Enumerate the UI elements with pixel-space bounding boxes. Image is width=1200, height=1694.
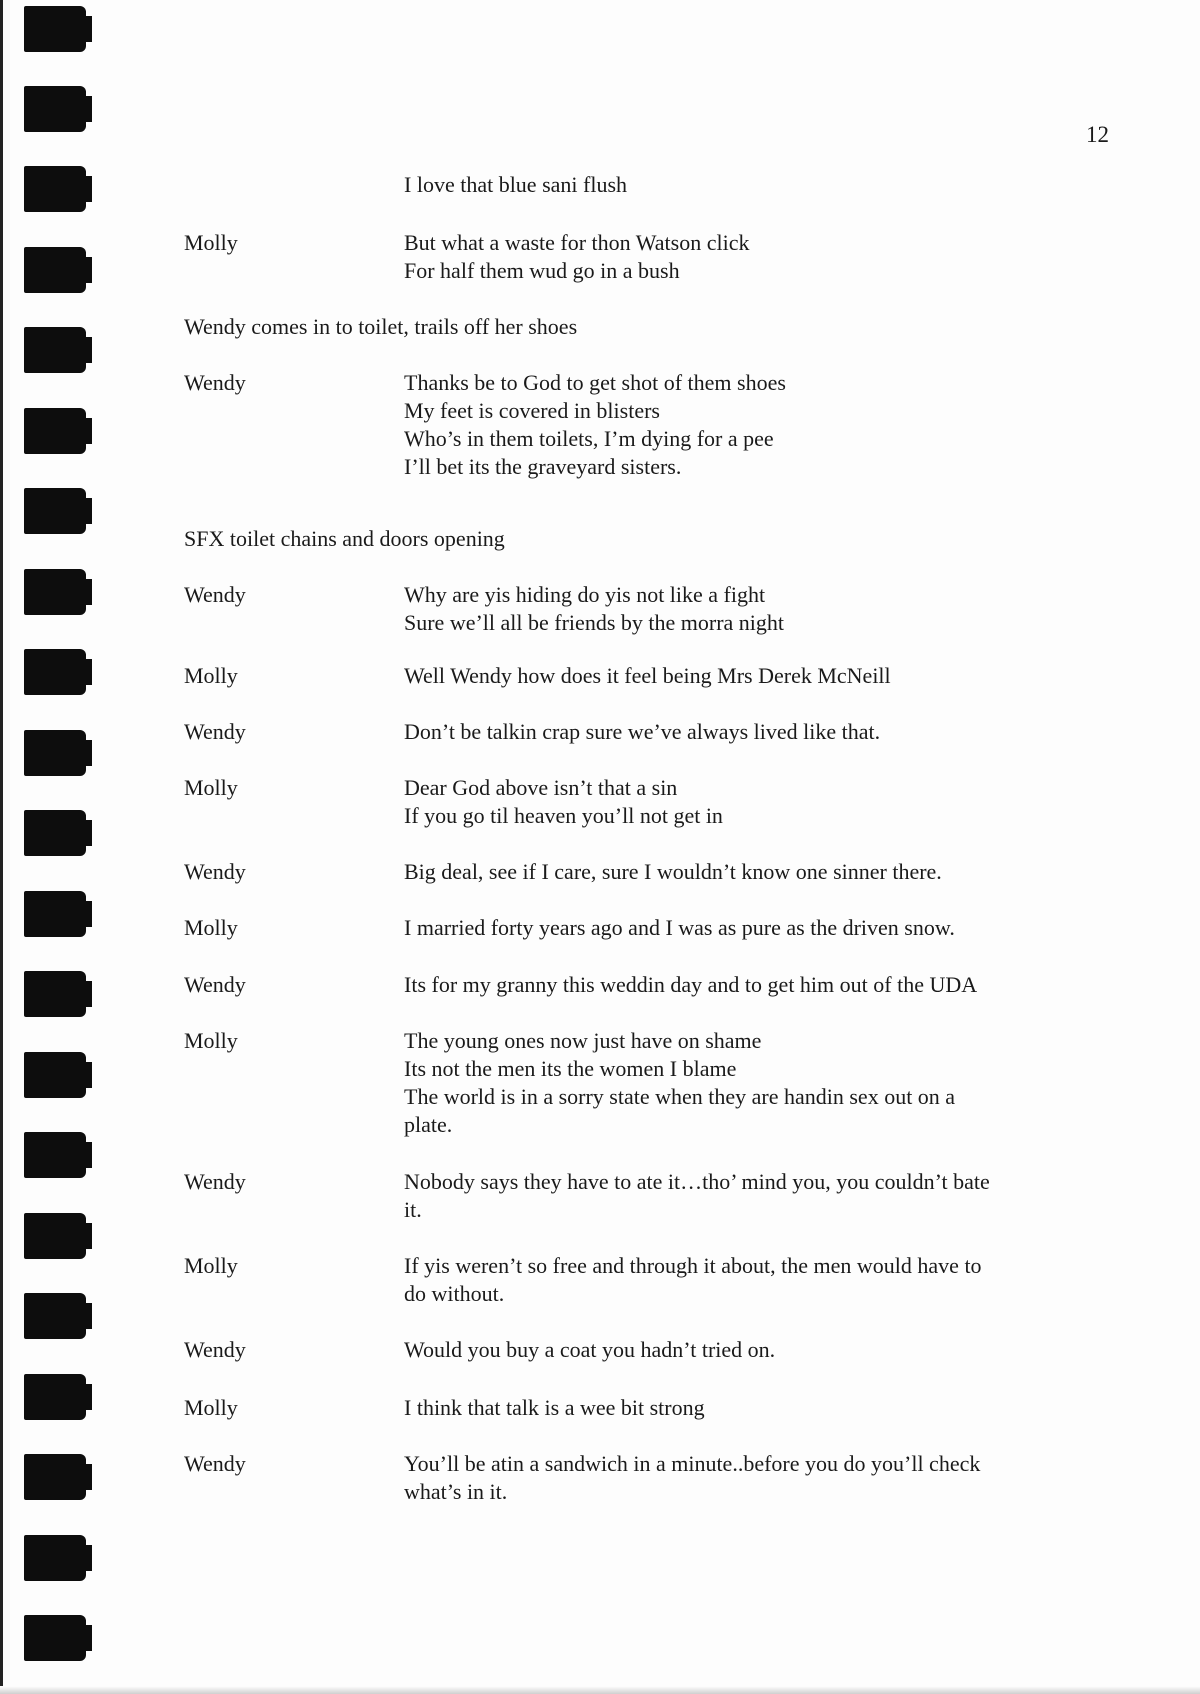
dialogue-line: Why are yis hiding do yis not like a fight [404, 582, 766, 607]
speaker-name: Wendy [184, 1451, 246, 1476]
page-bottom-edge [0, 1686, 1200, 1694]
dialogue-line: For half them wud go in a bush [404, 258, 680, 283]
speaker-name: Wendy [184, 370, 246, 395]
dialogue-line: The world is in a sorry state when they are handin sex out on a [404, 1084, 956, 1109]
speaker-name: Molly [184, 775, 238, 800]
dialogue-line: Well Wendy how does it feel being Mrs Derek McNeill [404, 663, 891, 688]
dialogue-line: I think that talk is a wee bit strong [404, 1395, 705, 1420]
stage-direction: Wendy comes in to toilet, trails off her shoes [184, 314, 578, 339]
dialogue-line: Its not the men its the women I blame [404, 1056, 737, 1081]
speaker-name: Wendy [184, 859, 246, 884]
dialogue-line: Nobody says they have to ate it…tho’ mind you, you couldn’t bate [404, 1169, 990, 1194]
speaker-name: Molly [184, 1253, 238, 1278]
stage-direction: SFX toilet chains and doors opening [184, 526, 505, 551]
dialogue-line: plate. [404, 1112, 453, 1137]
dialogue-line: do without. [404, 1281, 505, 1306]
dialogue-line: Thanks be to God to get shot of them shoes [404, 370, 786, 395]
dialogue-line: My feet is covered in blisters [404, 398, 660, 423]
speaker-name: Molly [184, 663, 238, 688]
dialogue-line: Who’s in them toilets, I’m dying for a pee [404, 426, 774, 451]
speaker-name: Molly [184, 1395, 238, 1420]
dialogue-line: Dear God above isn’t that a sin [404, 775, 678, 800]
dialogue-line: Big deal, see if I care, sure I wouldn’t know one sinner there. [404, 859, 942, 884]
dialogue-line: If yis weren’t so free and through it about, the men would have to [404, 1253, 982, 1278]
speaker-name: Molly [184, 230, 238, 255]
dialogue-line: Would you buy a coat you hadn’t tried on. [404, 1337, 776, 1362]
speaker-name: Molly [184, 915, 238, 940]
dialogue-line: The young ones now just have on shame [404, 1028, 762, 1053]
dialogue-line: I love that blue sani flush [404, 172, 628, 197]
dialogue-line: what’s in it. [404, 1479, 508, 1504]
page-number: 12 [1086, 122, 1109, 147]
dialogue-line: But what a waste for thon Watson click [404, 230, 750, 255]
dialogue-line: You’ll be atin a sandwich in a minute..before you do you’ll check [404, 1451, 981, 1476]
speaker-name: Wendy [184, 719, 246, 744]
dialogue-line: I married forty years ago and I was as pure as the driven snow. [404, 915, 955, 940]
dialogue-line: I’ll bet its the graveyard sisters. [404, 454, 682, 479]
speaker-name: Wendy [184, 972, 246, 997]
dialogue-line: Sure we’ll all be friends by the morra night [404, 610, 785, 635]
speaker-name: Wendy [184, 1337, 246, 1362]
dialogue-line: If you go til heaven you’ll not get in [404, 803, 723, 828]
speaker-name: Wendy [184, 582, 246, 607]
dialogue-line: it. [404, 1197, 422, 1222]
dialogue-line: Its for my granny this weddin day and to get him out of the UDA [404, 972, 978, 997]
dialogue-line: Don’t be talkin crap sure we’ve always lived like that. [404, 719, 881, 744]
speaker-name: Molly [184, 1028, 238, 1053]
speaker-name: Wendy [184, 1169, 246, 1194]
